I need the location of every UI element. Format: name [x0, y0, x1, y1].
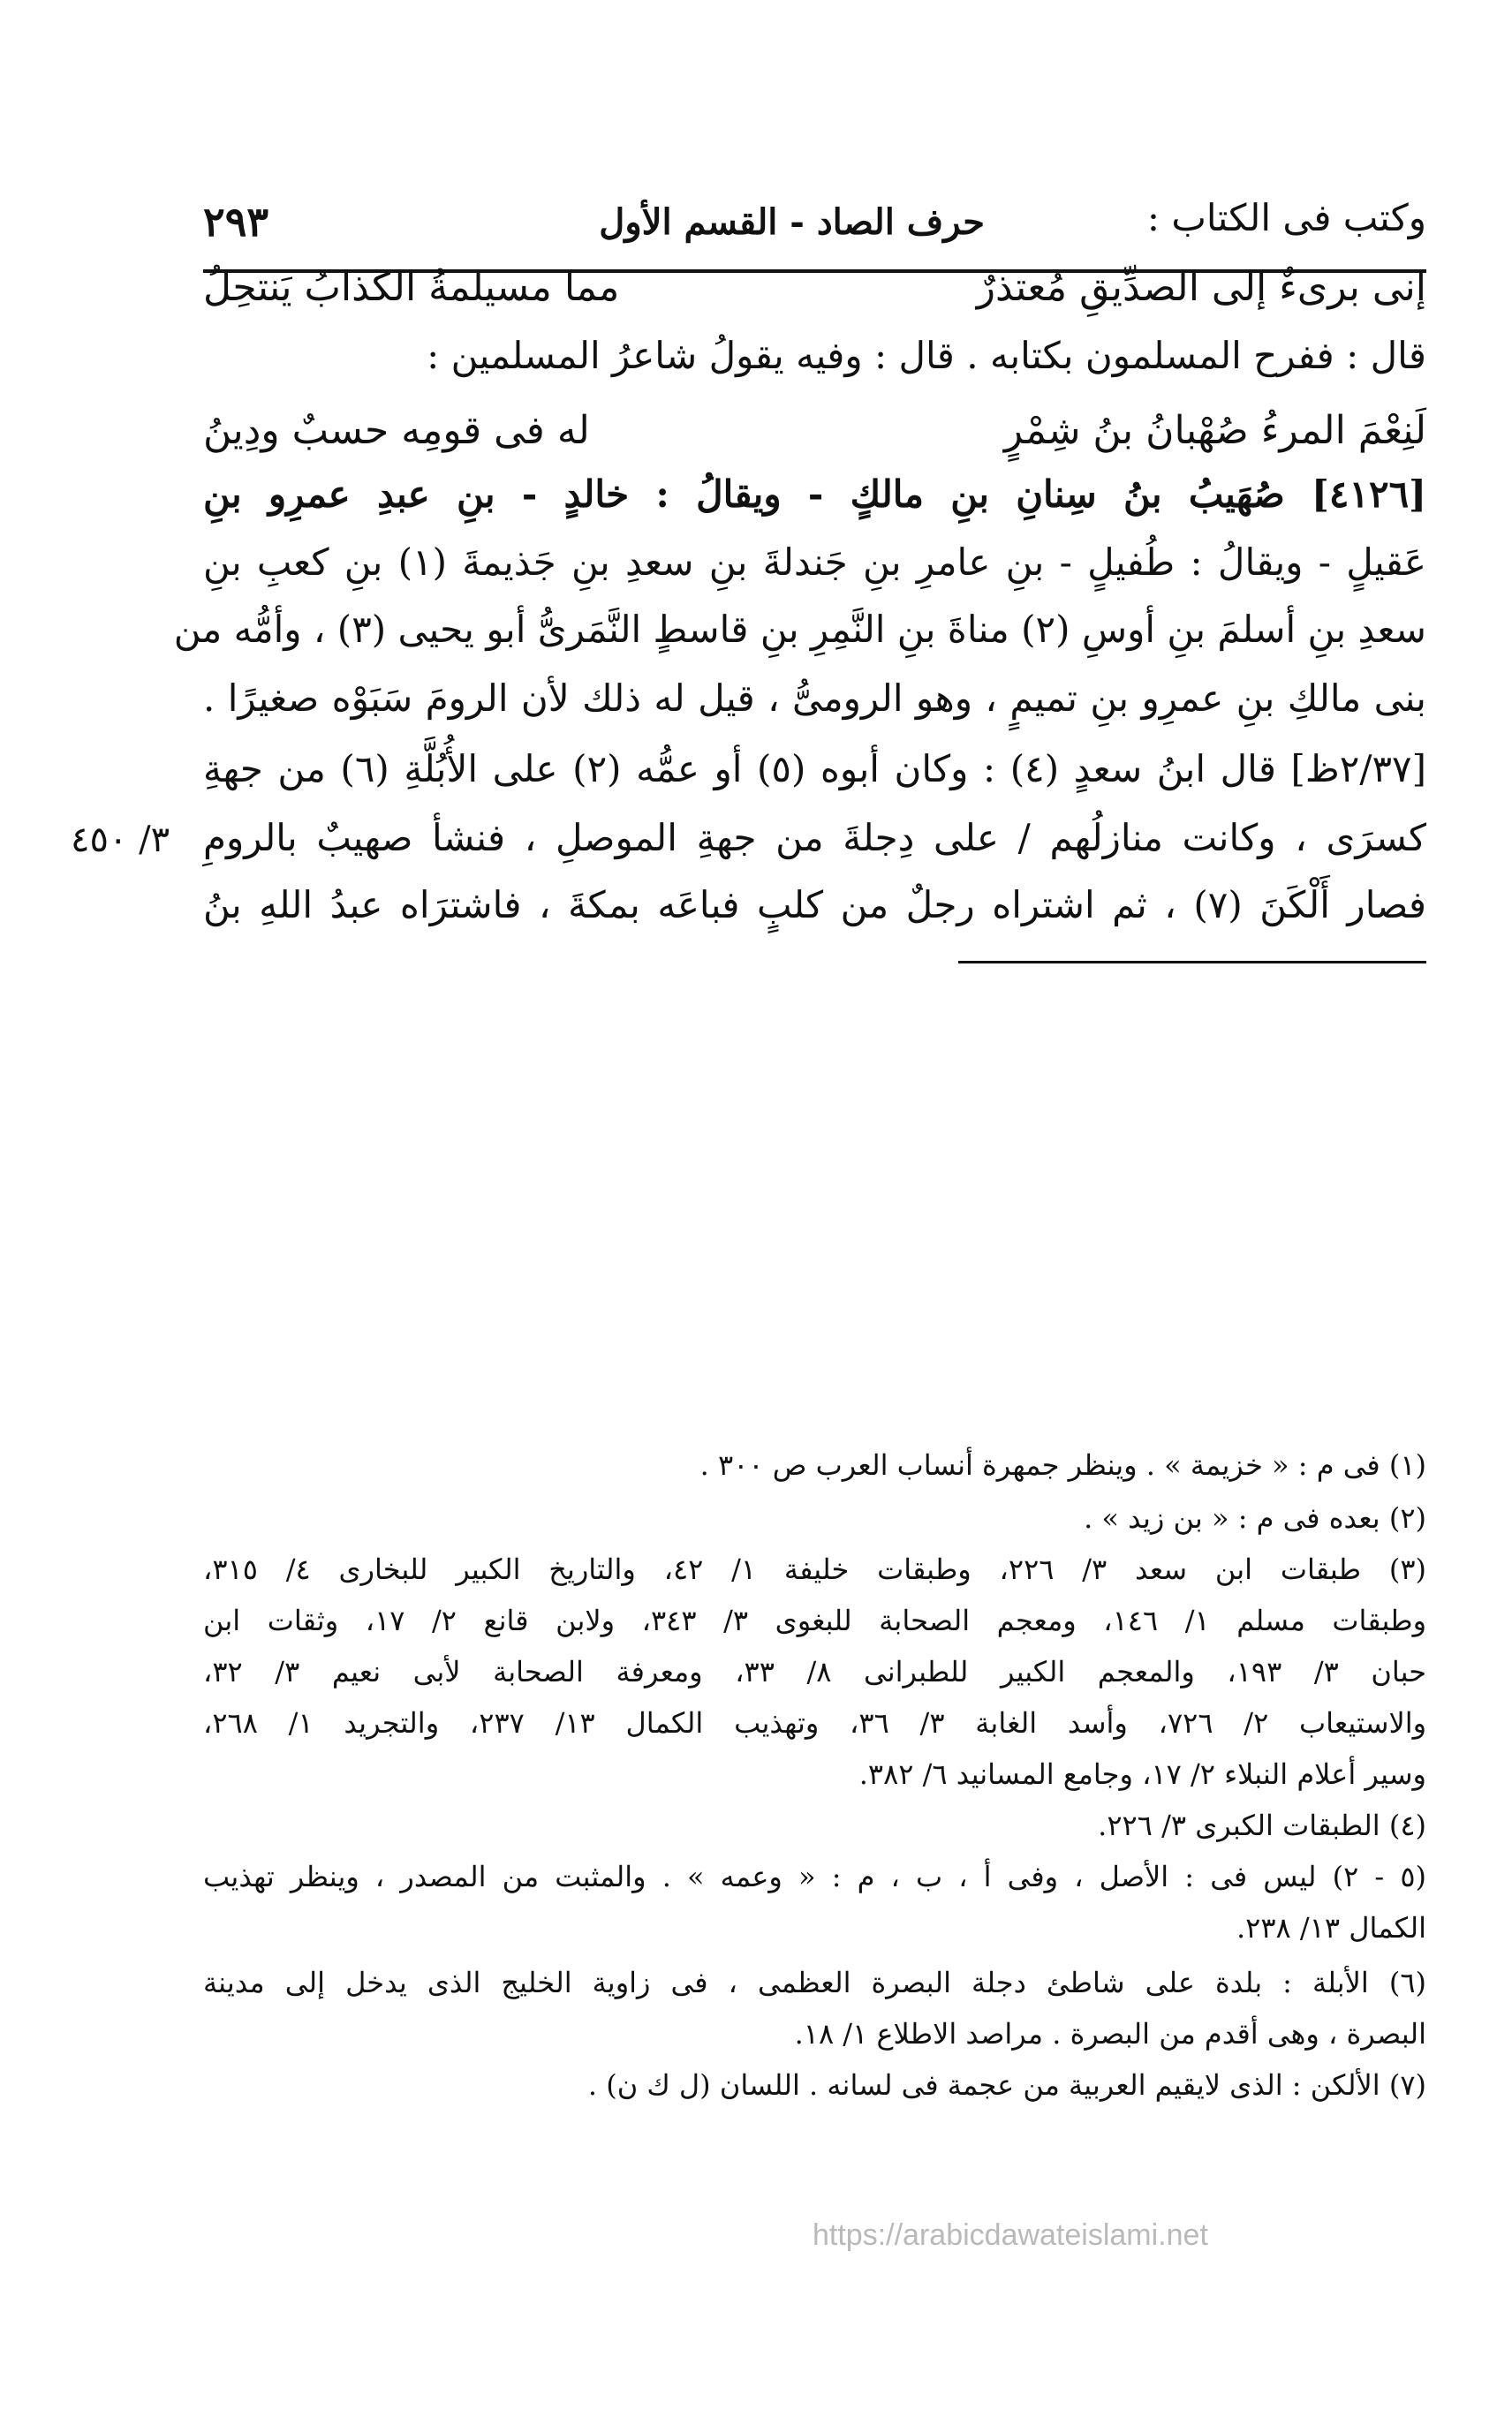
footnote-5: (٥ - ٢) ليس فى : الأصل ، وفى أ ، ب ، م : « وعمه » . والمثبت من المصدر ، وينظر تهذيب: [203, 1860, 1427, 1893]
footnote-2: (٢) بعده فى م : « بن زيد » .: [1084, 1501, 1426, 1535]
verse-2-second-hemistich: له فى قومِه حسبٌ ودِينُ: [203, 408, 590, 453]
entry-text-line: عَقيلٍ - ويقالُ : طُفيلٍ - بنِ عامرِ بنِ جَندلةَ بنِ سعدِ بنِ جَذيمةَ (١) بنِ كعبِ بنِ: [203, 540, 1426, 584]
verse-1: [203, 265, 1426, 327]
body-text-line: وكتب فى الكتاب :: [1146, 196, 1426, 239]
verse-2-first-hemistich: لَنِعْمَ المرءُ صُهْبانُ بنُ شِمْرٍ: [1003, 408, 1426, 453]
verse-2: [203, 408, 1426, 470]
verse-1-first-hemistich: إنى برىءٌ إلى الصدِّيقِ مُعتذرٌ: [976, 265, 1426, 310]
margin-reference: ٣/ ٤٥٠: [71, 820, 170, 860]
entry-text-line: [٢/٣٧ظ] قال ابنُ سعدٍ (٤) : وكان أبوه (٥) أو عمُّه (٢) على الأُبُلَّةِ (٦) من جهةِ: [203, 747, 1426, 790]
footnote-separator: [958, 961, 1426, 963]
footnote-1: (١) فى م : « خزيمة » . وينظر جمهرة أنساب العرب ص ٣٠٠ .: [699, 1448, 1426, 1482]
footnote-6: (٦) الأبلة : بلدة على شاطئ دجلة البصرة العظمى ، فى زاوية الخليج الذى يدخل إلى مدينة: [203, 1966, 1426, 1999]
footnote-7: (٧) الألكن : الذى لايقيم العربية من عجمة فى لسانه . اللسان (ل ك ن) .: [587, 2068, 1426, 2102]
entry-text-line: كسرَى ، وكانت منازلُهم / على دِجلةَ من جهةِ الموصلِ ، فنشأ صهيبٌ بالرومِ: [203, 816, 1426, 859]
entry-text-line: سعدِ بنِ أسلمَ بنِ أوسِ (٢) مناةَ بنِ النَّمِرِ بنِ قاسطٍ النَّمَرىُّ أبو يحيى (٣) ، وأمُّه من: [173, 608, 1426, 651]
footnote-6-cont: البصرة ، وهى أقدم من البصرة . مراصد الاطلاع ١/ ١٨.: [794, 2017, 1426, 2051]
footnote-3: (٣) طبقات ابن سعد ٣/ ٢٢٦، وطبقات خليفة ١/ ٤٢، والتاريخ الكبير للبخارى ٤/ ٣١٥،: [203, 1553, 1427, 1586]
entry-text-line: بنى مالكِ بنِ عمرِو بنِ تميمٍ ، وهو الرومىُّ ، قيل له ذلك لأن الرومَ سَبَوْه صغيرًا .: [203, 676, 1426, 720]
body-text-line: قال : ففرح المسلمون بكتابه . قال : وفيه يقولُ شاعرُ المسلمين :: [427, 334, 1426, 377]
watermark: https://arabicdawateislami.net: [813, 2218, 1208, 2252]
entry-heading-line: [٤١٢٦] صُهَيبُ بنُ سِنانِ بنِ مالكٍ - ويقالُ : خالدٍ - بنِ عبدِ عمرِو بنِ: [203, 472, 1426, 516]
running-title: حرف الصاد - القسم الأول: [599, 201, 985, 243]
footnote-4: (٤) الطبقات الكبرى ٣/ ٢٢٦.: [1098, 1809, 1426, 1842]
footnote-3-cont: حبان ٣/ ١٩٣، والمعجم الكبير للطبرانى ٨/ ٣٣، ومعرفة الصحابة لأبى نعيم ٣/ ٣٢،: [203, 1655, 1427, 1689]
verse-1-second-hemistich: مما مسيلمةُ الكذابُ يَنتحِلُ: [203, 265, 620, 310]
footnote-5-cont: الكمال ١٣/ ٢٣٨.: [1236, 1911, 1426, 1945]
footnote-3-cont: والاستيعاب ٢/ ٧٢٦، وأسد الغابة ٣/ ٣٦، وتهذيب الكمال ١٣/ ٢٣٧، والتجريد ١/ ٢٦٨،: [203, 1706, 1427, 1740]
page-number: ٢٩٣: [203, 198, 269, 246]
footnote-3-cont: وطبقات مسلم ١/ ١٤٦، ومعجم الصحابة للبغوى ٣/ ٣٤٣، ولابن قانع ٢/ ١٧، وثقات ابن: [203, 1604, 1427, 1637]
entry-text-line: فصار أَلْكَنَ (٧) ، ثم اشتراه رجلٌ من كلبٍ فباعَه بمكةَ ، فاشترَاه عبدُ اللهِ بنُ: [203, 883, 1426, 926]
footnote-3-cont: وسير أعلام النبلاء ٢/ ١٧، وجامع المسانيد ٦/ ٣٨٢.: [858, 1757, 1426, 1791]
